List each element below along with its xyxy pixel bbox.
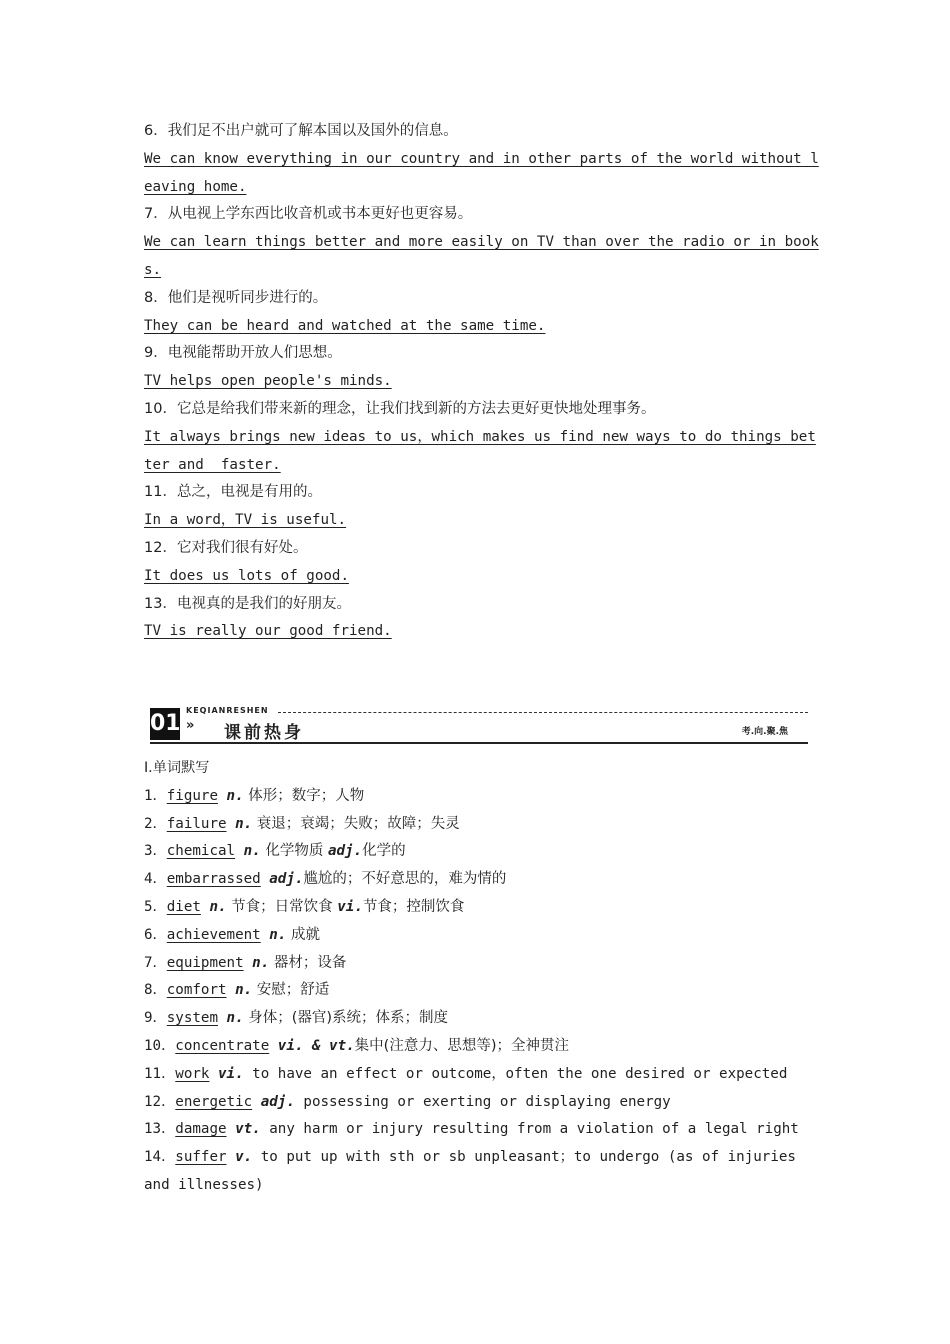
vocab-word: concentrate — [175, 1037, 270, 1054]
vocab-section — [144, 755, 808, 1200]
item-number: 12． — [144, 1093, 176, 1110]
definition: 衰退；衰竭；失败；故障；失灵 — [252, 815, 460, 832]
sentence-en: It does us lots of good. — [144, 567, 349, 584]
sentence-en: TV helps open people's minds. — [144, 373, 392, 390]
definition: 化学的 — [362, 843, 406, 860]
section-title: 课前热身 — [224, 723, 304, 743]
vocab-word: failure — [166, 815, 227, 832]
vocab-word: achievement — [166, 926, 261, 943]
sentence-en: ter and faster. — [144, 456, 281, 473]
sentence-cn: 13．电视真的是我们的好朋友。 — [144, 595, 351, 612]
definition: 节食；日常饮食 — [226, 898, 338, 915]
part-of-speech: adj. — [269, 871, 304, 888]
sentence-en: It always brings new ideas to us，which makes us find new ways to do things bet — [144, 428, 816, 445]
vocab-item — [144, 838, 808, 866]
vocab-item — [144, 922, 808, 950]
double-arrow-icon: » — [186, 718, 195, 733]
vocab-item — [144, 1144, 808, 1172]
vocab-item — [144, 1089, 808, 1117]
vocab-item — [144, 977, 808, 1005]
item-number: 13． — [144, 1121, 176, 1138]
vocab-item — [144, 1033, 808, 1061]
item-number: 8． — [144, 982, 167, 999]
header-dashed-rule — [278, 712, 808, 713]
vocab-item — [144, 1061, 808, 1089]
part-of-speech: n. — [235, 815, 253, 832]
item-number: 7． — [144, 954, 167, 971]
vocab-item — [144, 1005, 808, 1033]
vocab-item — [144, 783, 808, 811]
part-of-speech: n. — [269, 926, 287, 943]
sentence-en: eaving home. — [144, 178, 247, 195]
sentence-cn: 10．它总是给我们带来新的理念，让我们找到新的方法去更好更快地处理事务。 — [144, 400, 656, 417]
part-of-speech: n. — [252, 954, 270, 971]
vocab-word: damage — [175, 1121, 227, 1138]
vocab-item — [144, 866, 808, 894]
vocab-item — [144, 1116, 808, 1144]
definition: possessing or exerting or displaying energy — [294, 1093, 671, 1110]
definition: 器材；设备 — [269, 954, 347, 971]
vocab-word: suffer — [175, 1149, 227, 1166]
item-number: 10． — [144, 1037, 176, 1054]
definition: 体形；数字；人物 — [243, 787, 365, 804]
vocab-heading: Ⅰ.单词默写 — [144, 760, 210, 776]
vocab-word: energetic — [175, 1093, 253, 1110]
part-of-speech: n. — [209, 898, 227, 915]
sentence-cn: 7．从电视上学东西比收音机或书本更好也更容易。 — [144, 206, 473, 223]
part-of-speech: v. — [235, 1149, 253, 1166]
section-tagline: 考.向.聚.焦 — [741, 727, 788, 737]
vocab-item — [144, 894, 808, 922]
part-of-speech: n. — [226, 1010, 244, 1027]
sentence-en: In a word，TV is useful. — [144, 512, 347, 529]
vocab-word: figure — [166, 787, 218, 804]
part-of-speech: vi. — [218, 1065, 244, 1082]
vocab-word: embarrassed — [166, 871, 261, 888]
definition: to put up with sth or sb unpleasant；to undergo (as of injuries — [252, 1149, 796, 1166]
vocab-word: diet — [166, 898, 201, 915]
item-number: 6． — [144, 926, 167, 943]
part-of-speech: adj. — [260, 1093, 295, 1110]
item-number: 5． — [144, 898, 167, 915]
item-number: 3． — [144, 843, 167, 860]
item-number: 1． — [144, 787, 167, 804]
section-pinyin: KEQIANRESHEN — [186, 706, 269, 715]
definition: 尴尬的；不好意思的，难为情的 — [303, 871, 507, 888]
vocab-word: equipment — [166, 954, 244, 971]
sentence-cn: 8．他们是视听同步进行的。 — [144, 289, 328, 306]
definition: 化学物质 — [260, 843, 328, 860]
sentence-cn: 12．它对我们很有好处。 — [144, 539, 308, 556]
vocab-item-continuation: and illnesses) — [144, 1176, 264, 1193]
part-of-speech: vi. & vt. — [277, 1037, 355, 1054]
definition: any harm or injury resulting from a violation of a legal right — [260, 1121, 799, 1138]
vocab-word: system — [166, 1010, 218, 1027]
definition: to have an effect or outcome，often the one desired or expected — [243, 1065, 788, 1082]
vocab-word: work — [175, 1065, 210, 1082]
sentence-en: s. — [144, 261, 162, 278]
definition: 安慰；舒适 — [252, 982, 330, 999]
part-of-speech: adj. — [327, 843, 363, 860]
definition: 节食；控制饮食 — [362, 898, 465, 915]
vocab-item — [144, 811, 808, 839]
definition: 成就 — [286, 926, 320, 943]
part-of-speech: n. — [243, 843, 261, 860]
section-number: 01 — [150, 708, 180, 740]
part-of-speech: vi. — [337, 898, 363, 915]
section-header — [150, 706, 808, 746]
part-of-speech: vt. — [235, 1121, 261, 1138]
item-number: 2． — [144, 815, 167, 832]
sentence-en: They can be heard and watched at the same time. — [144, 317, 546, 334]
vocab-word: comfort — [166, 982, 227, 999]
item-number: 11． — [144, 1065, 176, 1082]
item-number: 9． — [144, 1010, 167, 1027]
item-number: 14． — [144, 1149, 176, 1166]
sentence-en: We can learn things better and more easily on TV than over the radio or in book — [144, 234, 819, 251]
sentence-en: TV is really our good friend. — [144, 623, 392, 640]
sentence-cn: 11．总之，电视是有用的。 — [144, 484, 322, 501]
definition: 集中(注意力、思想等)；全神贯注 — [354, 1037, 569, 1054]
sentence-cn: 9．电视能帮助开放人们思想。 — [144, 345, 342, 362]
item-number: 4． — [144, 871, 167, 888]
vocab-word: chemical — [166, 843, 236, 860]
header-rule — [150, 742, 808, 744]
translation-section — [144, 118, 819, 646]
sentence-en: We can know everything in our country and in other parts of the world without l — [144, 150, 819, 167]
part-of-speech: n. — [226, 787, 244, 804]
vocab-item — [144, 950, 808, 978]
sentence-cn: 6．我们足不出户就可了解本国以及国外的信息。 — [144, 123, 458, 139]
part-of-speech: n. — [235, 982, 253, 999]
definition: 身体；(器官)系统；体系；制度 — [243, 1010, 449, 1027]
